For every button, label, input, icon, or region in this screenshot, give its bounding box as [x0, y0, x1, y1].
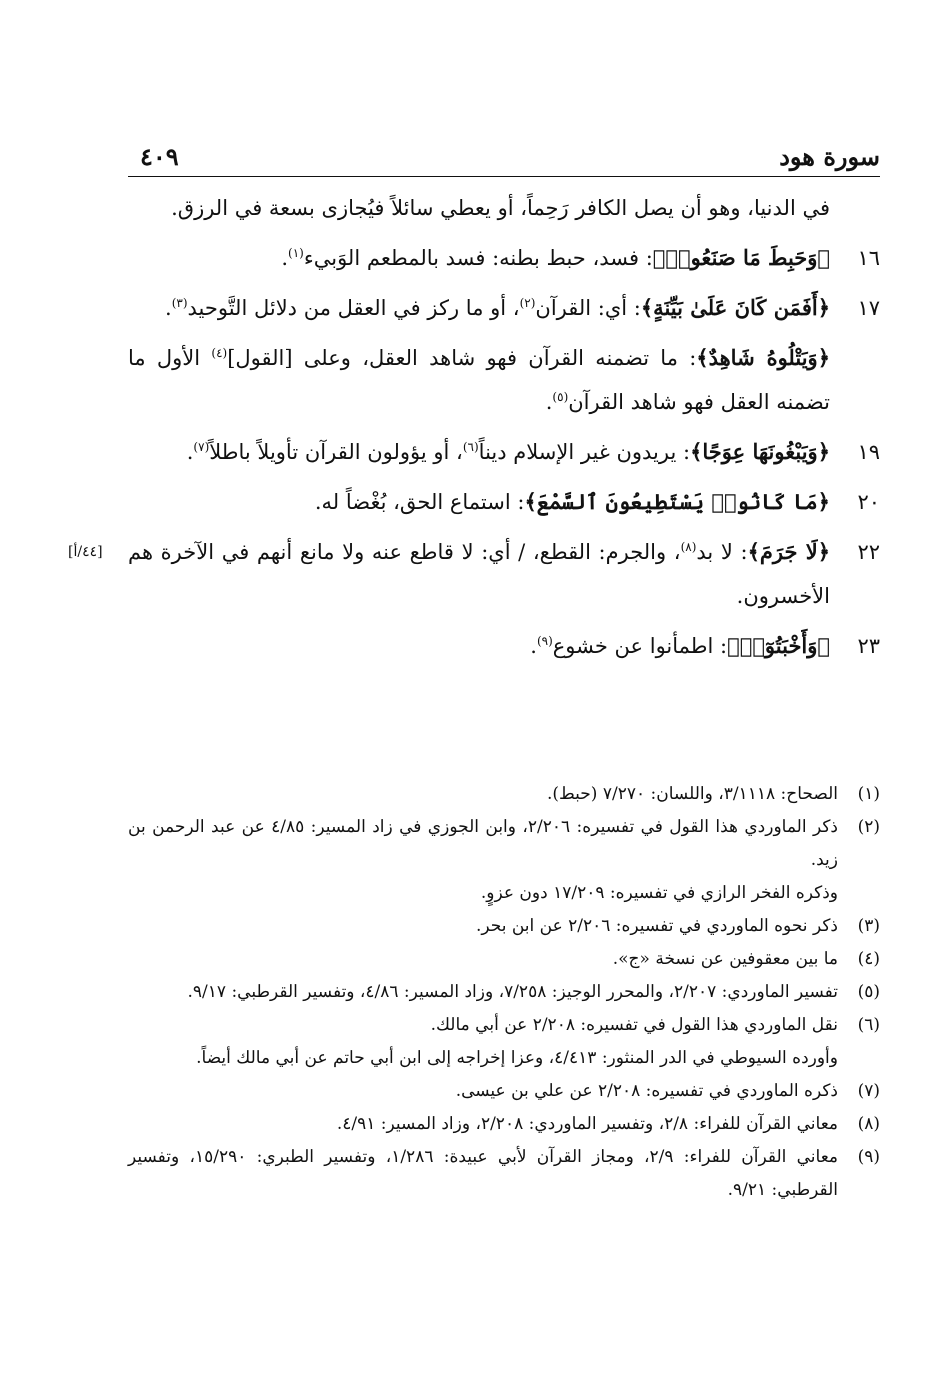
footnote-ref[interactable]: (٦) — [462, 440, 479, 454]
verse-19 — [128, 430, 880, 474]
verse-text: : يريدون غير الإسلام ديناً — [478, 440, 691, 464]
quran-quote: ﴿مَا كَانُوا۟ يَسْتَطِيعُونَ ٱلسَّمْعَ﴾ — [524, 489, 830, 514]
footnote — [128, 943, 880, 976]
footnote-ref[interactable]: (٢) — [519, 296, 536, 310]
verse-text: : ما تضمنه القرآن فهو شاهد العقل، وعلى [القول] — [227, 346, 697, 370]
verse-text: في الدنيا، وهو أن يصل الكافر رَحِماً، أو يعطي سائلاً فيُجازى بسعة في الرزق. — [171, 196, 830, 220]
verse-tail: الأول ما تضمنه العقل فهو شاهد القرآن — [128, 346, 830, 414]
verse-tail: . — [186, 440, 194, 464]
header-rule — [128, 176, 880, 177]
footnote-number: (٢) — [857, 817, 880, 837]
verse-text: : أي: القرآن — [535, 296, 641, 320]
footnote-text: تفسير الماوردي: ٢/٢٠٧، والمحرر الوجيز: ٧/٢٥٨، وزاد المسير: ٤/٨٦، وتفسير القرطبي: ٩/١٧. — [187, 982, 838, 1002]
commentary-body — [68, 186, 880, 668]
footnote — [128, 910, 880, 943]
surah-title: سورة هود — [779, 141, 880, 171]
footnote-text: ما بين معقوفين عن نسخة «ج». — [612, 949, 838, 969]
footnote-ref[interactable]: (٨) — [680, 540, 697, 554]
page-header — [140, 138, 880, 174]
footnote-ref[interactable]: (٤) — [211, 346, 228, 360]
verse-text: : استماع الحق، بُغْضاً له. — [314, 490, 525, 514]
verse-text: : فسد، حبط بطنه: فسد بالمطعم الوَبيء — [303, 246, 653, 270]
verse-16 — [128, 236, 880, 280]
footnote-continuation: وذكره الفخر الرازي في تفسيره: ١٧/٢٠٩ دون عزوٍ. — [480, 883, 838, 903]
verse-number: ٢٠ — [857, 490, 880, 514]
footnote-text: الصحاح: ٣/١١١٨، واللسان: ٧/٢٧٠ (حبط). — [546, 784, 838, 804]
verse-17 — [128, 286, 880, 330]
footnote — [128, 778, 880, 811]
quran-quote: ﴿وَيَبْغُونَهَا عِوَجًا﴾ — [690, 439, 830, 464]
verse-20 — [128, 480, 880, 524]
verse-number: ١٧ — [857, 296, 880, 320]
footnote-ref[interactable]: (٥) — [552, 390, 569, 404]
quran-quote: ﴿أَفَمَن كَانَ عَلَىٰ بَيِّنَةٍ﴾ — [640, 295, 830, 320]
footnote — [128, 811, 880, 877]
footnote-number: (٨) — [857, 1114, 880, 1134]
footnote — [128, 976, 880, 1009]
footnote-number: (٦) — [857, 1015, 880, 1035]
footnotes-section — [128, 778, 880, 1207]
manuscript-folio-ref: [٤٤/أ] — [68, 544, 103, 560]
footnote-number: (٣) — [857, 916, 880, 936]
verse-tail: ، والجرم: القطع، / أي: لا قاطع عنه ولا مانع أنهم في الآخرة هم الأخسرون. — [128, 540, 830, 608]
footnote-number: (٥) — [857, 982, 880, 1002]
verse-number: ٢٣ — [857, 634, 880, 658]
footnote-ref[interactable]: (١) — [288, 246, 304, 260]
footnote-ref[interactable]: (٣) — [171, 296, 188, 310]
verse-23 — [128, 624, 880, 668]
footnote — [128, 1009, 880, 1042]
footnote-number: (٤) — [857, 949, 880, 969]
footnote-text: ذكر الماوردي هذا القول في تفسيره: ٢/٢٠٦، وابن الجوزي في زاد المسير: ٤/٨٥ عن عبد الرحمن بن زيد. — [128, 817, 839, 870]
verse-22 — [68, 530, 880, 618]
quran-quote: ﴿وَيَتْلُوهُ شَاهِدٌ﴾ — [696, 345, 830, 370]
verse-number: ١٩ — [857, 440, 880, 464]
footnote-ref[interactable]: (٩) — [536, 634, 553, 648]
verse-tail: ، أو يؤولون القرآن تأويلاً باطلاً — [209, 440, 463, 464]
verse-tail: . — [165, 296, 172, 320]
verse-number: ١٦ — [857, 246, 880, 270]
verse-tail: . — [281, 246, 289, 270]
verse-tail: . — [545, 390, 553, 414]
footnote — [128, 1075, 880, 1108]
footnote-text: ذكره الماوردي في تفسيره: ٢/٢٠٨ عن علي بن عيسى. — [455, 1081, 838, 1101]
quran-quote: ﴿وَأَخْبَتُوٓا۟﴾ — [727, 633, 830, 658]
footnote-ref[interactable]: (٧) — [193, 440, 210, 454]
verse-text: : لا بد — [696, 540, 748, 564]
verse-text: : اطمأنوا عن خشوع — [552, 634, 728, 658]
footnote-number: (٧) — [857, 1081, 880, 1101]
footnote — [128, 1108, 880, 1141]
verse-17-cont — [128, 336, 880, 424]
footnote-text: معاني القرآن للفراء: ٢/٩، ومجاز القرآن لأبي عبيدة: ١/٢٨٦، وتفسير الطبري: ١٥/٢٩٠، وتفسير القرطبي: ٩/٢١. — [128, 1147, 839, 1200]
footnote-text: معاني القرآن للفراء: ٢/٨، وتفسير الماوردي: ٢/٢٠٨، وزاد المسير: ٤/٩١. — [336, 1114, 838, 1134]
footnote-number: (١) — [857, 784, 880, 804]
verse-number: ٢٢ — [857, 540, 880, 564]
quran-quote: ﴿وَحَبِطَ مَا صَنَعُوا۟﴾ — [652, 245, 830, 270]
footnote-text: ذكر نحوه الماوردي في تفسيره: ٢/٢٠٦ عن ابن بحر. — [475, 916, 838, 936]
verse-tail: . — [530, 634, 537, 658]
page-number: ٤٠٩ — [140, 141, 179, 171]
footnote-text: نقل الماوردي هذا القول في تفسيره: ٢/٢٠٨ عن أبي مالك. — [430, 1015, 838, 1035]
footnote-continuation: وأورده السيوطي في الدر المنثور: ٤/٤١٣، وعزا إخراجه إلى ابن أبي حاتم عن أبي مالك أيضاً. — [196, 1048, 838, 1068]
verse-tail: ، أو ما ركز في العقل من دلائل التَّوحيد — [187, 296, 520, 320]
verse-continuation — [128, 186, 880, 230]
footnote-number: (٩) — [857, 1147, 880, 1167]
footnote — [128, 1141, 880, 1207]
quran-quote: ﴿لَا جَرَمَ﴾ — [747, 539, 831, 564]
